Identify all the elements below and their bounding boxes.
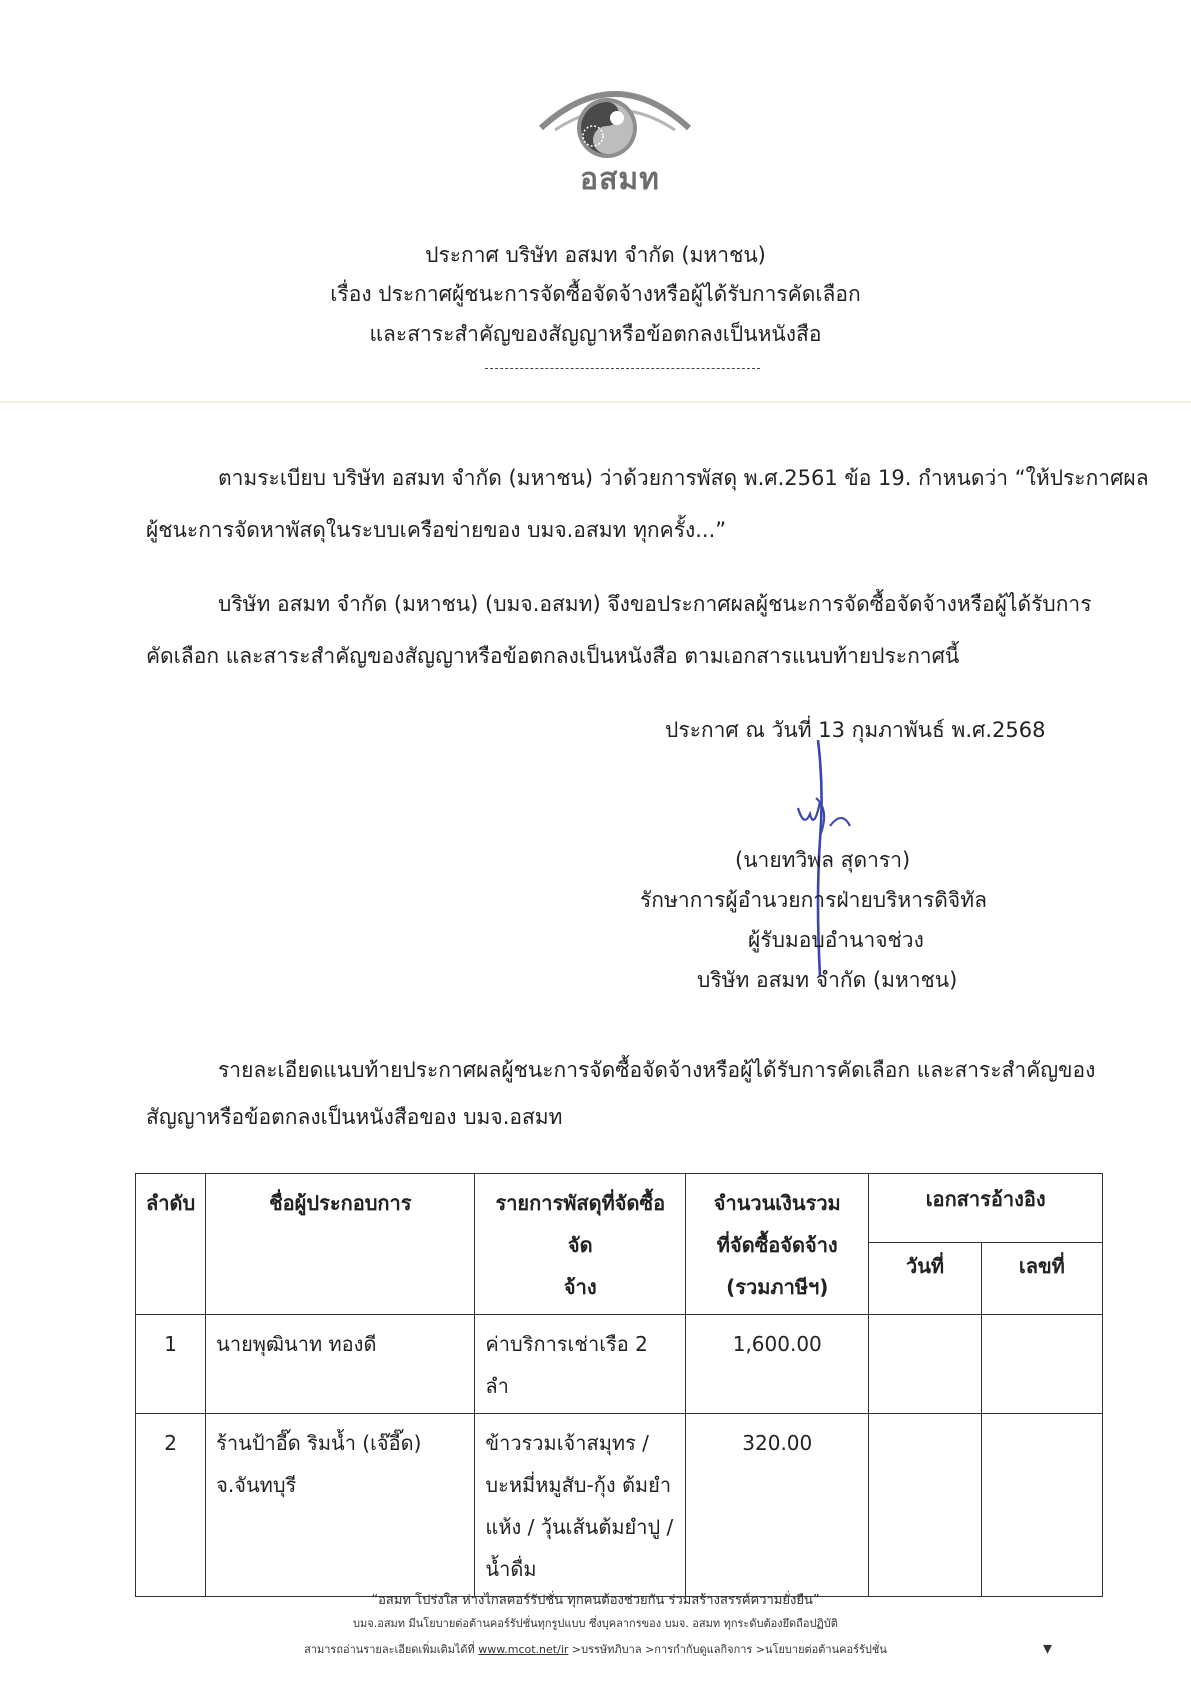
header-no: ลำดับ: [136, 1174, 206, 1315]
row-ref-no: [981, 1315, 1102, 1414]
header-items-line2: จ้าง: [563, 1275, 597, 1299]
header-items-line1: รายการพัสดุที่จัดซื้อจัด: [495, 1191, 666, 1257]
footer-policy: บมจ.อสมท มีนโยบายต่อต้านคอร์รัปชั่นทุกรูปแบบ ซึ่งบุคลากรของ บมจ. อสมท ทุกระดับต้องยึดถือปฏิบัติ: [353, 1617, 838, 1630]
row-amount: 320.00: [686, 1414, 869, 1597]
row-amount: 1,600.00: [686, 1315, 869, 1414]
row-vendor-line2: จ.จันทบุรี: [216, 1473, 297, 1497]
signer-title: รักษาการผู้อำนวยการฝ่ายบริหารดิจิทัล: [640, 888, 987, 912]
footer-slogan: “อสมท โปร่งใส ห่างไกลคอร์รัปชั่น ทุกคนต้องช่วยกัน ร่วมสร้างสรรค์ความยั่งยืน”: [371, 1593, 820, 1608]
signer-company: บริษัท อสมท จำกัด (มหาชน): [697, 968, 958, 992]
row-ref-date: [869, 1414, 981, 1597]
footer-ir-link[interactable]: www.mcot.net/ir: [478, 1643, 569, 1656]
row-item-line4: น้ำดื่ม: [485, 1557, 537, 1581]
footer-more-prefix: สามารถอ่านรายละเอียดเพิ่มเติมได้ที่: [304, 1643, 479, 1656]
header-amount-line3: (รวมภาษีฯ): [726, 1275, 829, 1299]
header-reference: เอกสารอ้างอิง: [869, 1174, 1103, 1243]
announce-paragraph-line2: คัดเลือก และสาระสำคัญของสัญญาหรือข้อตกลงเป็นหนังสือ ตามเอกสารแนบท้ายประกาศนี้: [146, 644, 960, 668]
logo-wordmark: อสมท: [580, 162, 660, 197]
header-amount-line2: ที่จัดซื้อจัดจ้าง: [716, 1233, 838, 1257]
announcement-title: ประกาศ บริษัท อสมท จำกัด (มหาชน): [425, 243, 766, 267]
row-vendor-line1: ร้านป้าอี๊ด ริมน้ำ (เจ๊อี๊ด): [216, 1431, 422, 1455]
row-no: 1: [136, 1315, 206, 1414]
row-item: ค่าบริการเช่าเรือ 2 ลำ: [475, 1315, 686, 1414]
row-ref-date: [869, 1315, 981, 1414]
header-ref-date: วันที่: [869, 1243, 981, 1315]
announce-paragraph-line1: บริษัท อสมท จำกัด (มหาชน) (บมจ.อสมท) จึงขอประกาศผลผู้ชนะการจัดซื้อจัดจ้างหรือผู้ได้รับการ: [218, 592, 1092, 616]
header-amount: [686, 1174, 869, 1315]
footer-more-suffix: >บรรษัทภิบาล >การกำกับดูแลกิจการ >นโยบายต่อต้านคอร์รัปชั่น: [568, 1643, 887, 1656]
row-vendor: [206, 1414, 475, 1597]
winners-table: [135, 1173, 1103, 1597]
table-header-row: [136, 1174, 1103, 1243]
announcement-subject-cont: และสาระสำคัญของสัญญาหรือข้อตกลงเป็นหนังสือ: [369, 322, 822, 346]
announcement-date: ประกาศ ณ วันที่ 13 กุมภาพันธ์ พ.ศ.2568: [665, 718, 1046, 742]
header-vendor: ชื่อผู้ประกอบการ: [206, 1174, 475, 1315]
header-amount-line1: จำนวนเงินรวม: [713, 1191, 841, 1215]
page-dot-mark: ▾: [1043, 1638, 1053, 1659]
details-intro-line1: รายละเอียดแนบท้ายประกาศผลผู้ชนะการจัดซื้อจัดจ้างหรือผู้ได้รับการคัดเลือก และสาระสำคัญของ: [218, 1058, 1096, 1082]
footer-more-info: [0, 1640, 1191, 1658]
details-intro-line2: สัญญาหรือข้อตกลงเป็นหนังสือของ บมจ.อสมท: [146, 1105, 563, 1129]
announcement-subject: เรื่อง ประกาศผู้ชนะการจัดซื้อจัดจ้างหรือผู้ได้รับการคัดเลือก: [330, 282, 861, 306]
header-divider: [485, 368, 760, 369]
row-item-line1: ข้าวรวมเจ้าสมุทร /: [485, 1431, 649, 1455]
regulation-paragraph-line1: ตามระเบียบ บริษัท อสมท จำกัด (มหาชน) ว่าด้วยการพัสดุ พ.ศ.2561 ข้อ 19. กำหนดว่า “ให้ประกาศผล: [218, 466, 1149, 490]
row-no: 2: [136, 1414, 206, 1597]
page-fold-line: [0, 401, 1191, 403]
row-item-line2: บะหมี่หมูสับ-กุ้ง ต้มยำ: [485, 1473, 672, 1497]
signer-name: (นายทวิพล สุดารา): [735, 848, 911, 872]
signer-authority: ผู้รับมอบอำนาจช่วง: [748, 928, 924, 952]
row-ref-no: [981, 1414, 1102, 1597]
mcot-logo: [535, 78, 695, 197]
row-item-line3: แห้ง / วุ้นเส้นต้มยำปู /: [485, 1515, 674, 1539]
regulation-paragraph-line2: ผู้ชนะการจัดหาพัสดุในระบบเครือข่ายของ บมจ.อสมท ทุกครั้ง...”: [146, 518, 727, 542]
table-row: [136, 1315, 1103, 1414]
header-items: [475, 1174, 686, 1315]
row-vendor: นายพุฒินาท ทองดี: [206, 1315, 475, 1414]
row-item: [475, 1414, 686, 1597]
table-row: [136, 1414, 1103, 1597]
header-ref-no: เลขที่: [981, 1243, 1102, 1315]
eye-logo-icon: [535, 78, 695, 168]
